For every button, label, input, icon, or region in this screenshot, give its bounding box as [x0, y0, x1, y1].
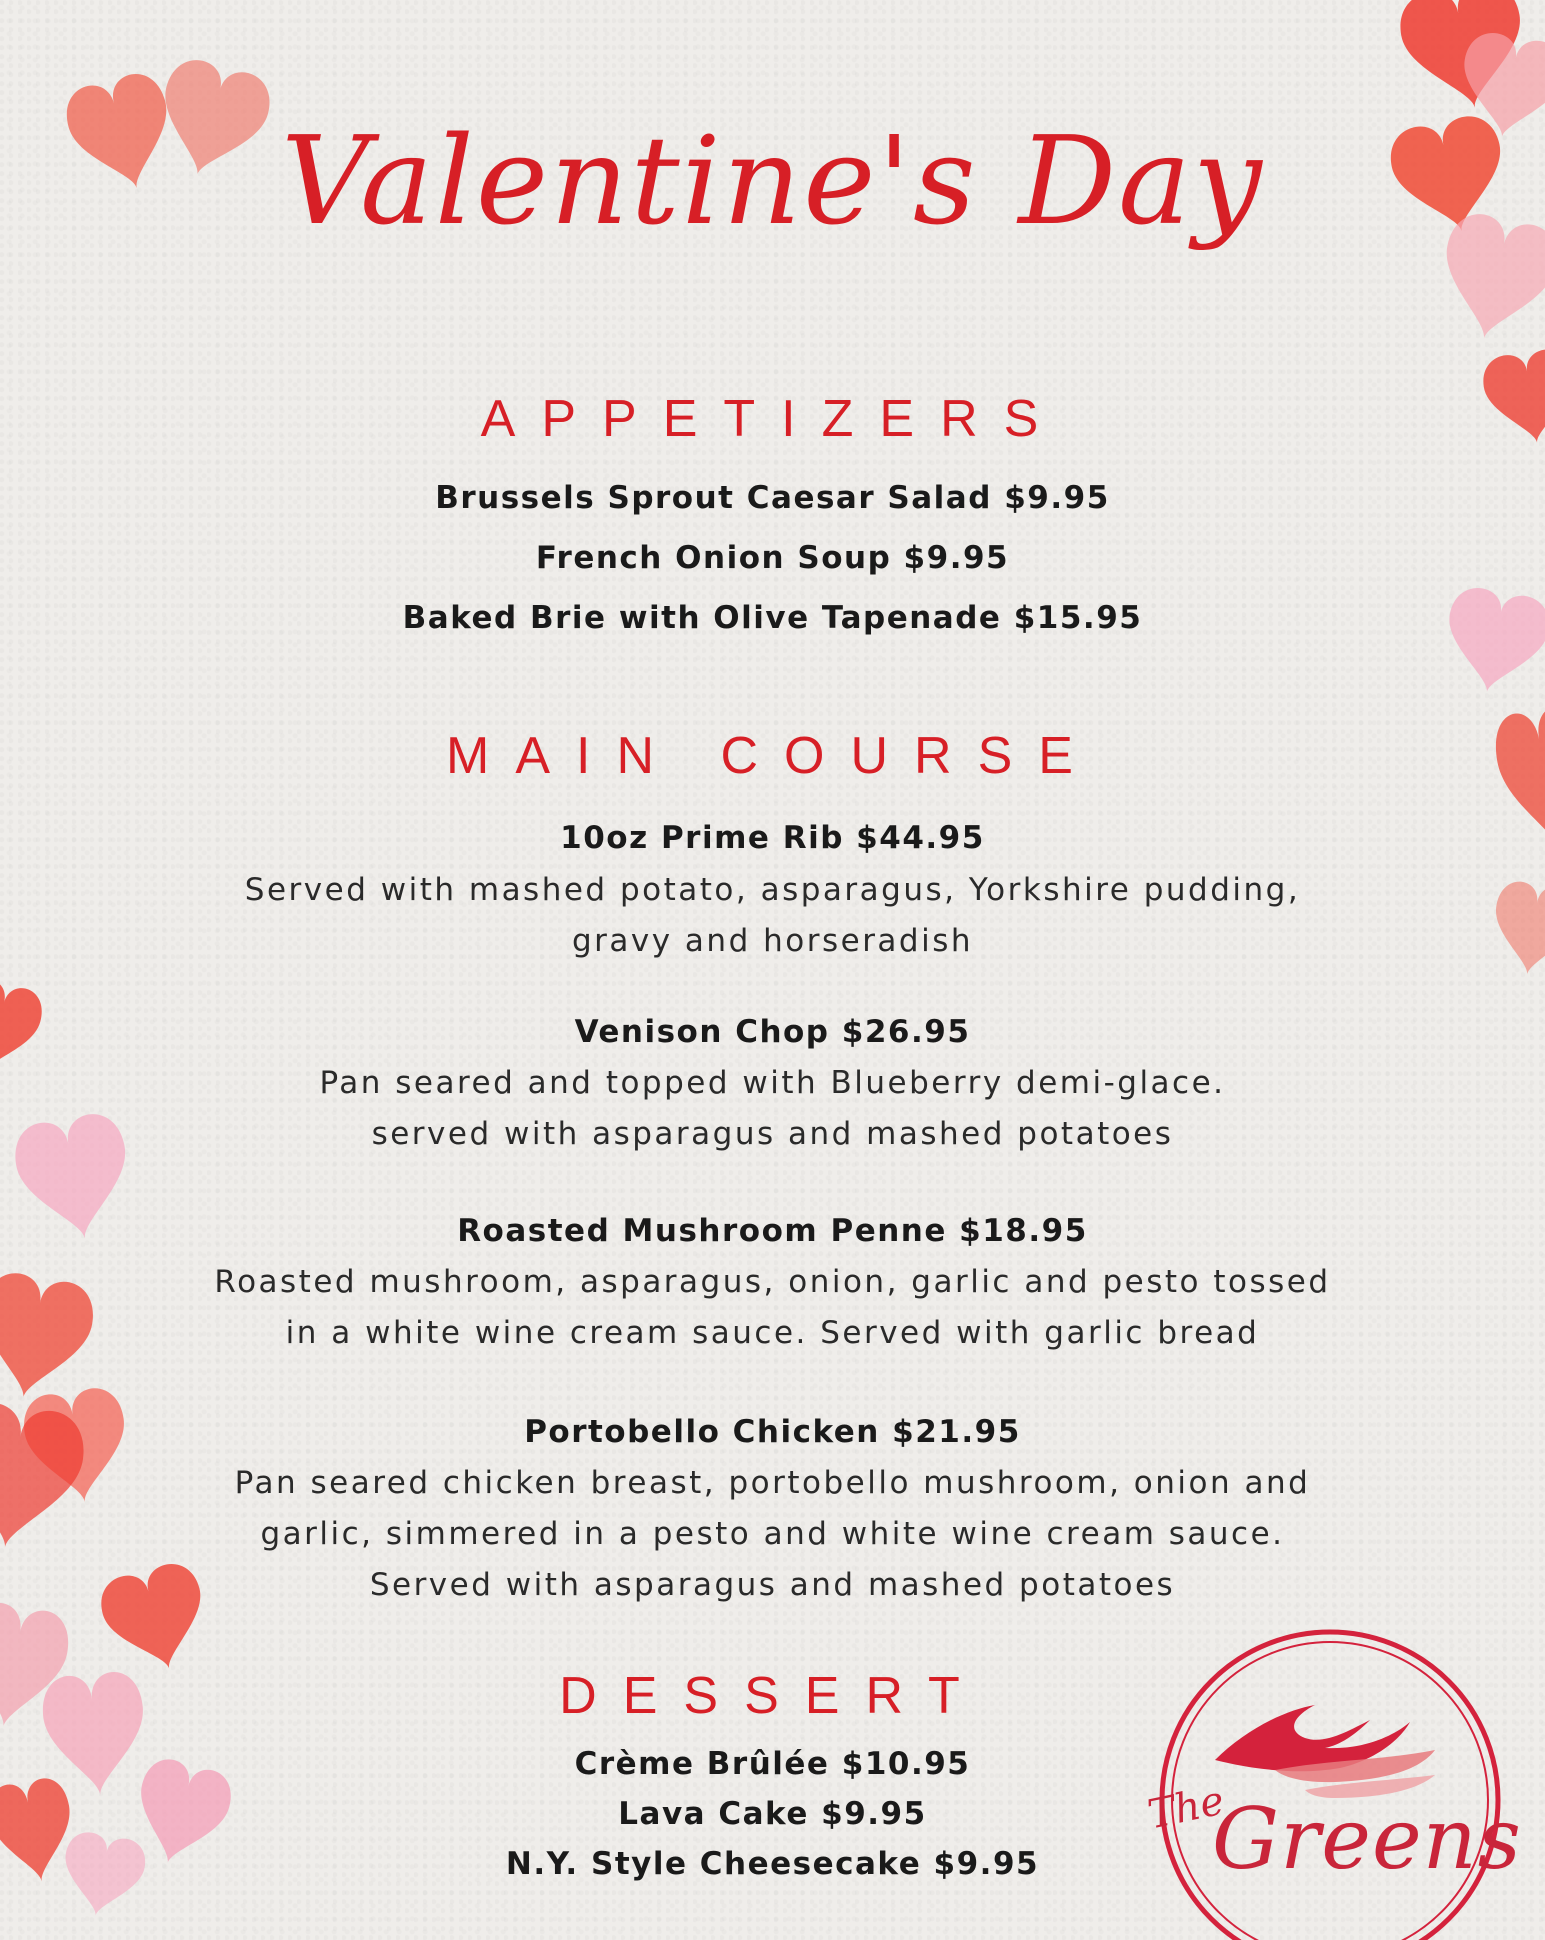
appetizer-item: French Onion Soup $9.95: [535, 540, 1010, 576]
main-item-desc: Served with mashed potato, asparagus, Yorkshire pudding,: [244, 872, 1301, 908]
appetizer-item: Baked Brie with Olive Tapenade $15.95: [402, 600, 1143, 636]
main-item-desc: served with asparagus and mashed potatoes: [371, 1116, 1174, 1152]
main-item-desc: Pan seared chicken breast, portobello mushroom, onion and: [234, 1465, 1311, 1501]
main-item-desc: Roasted mushroom, asparagus, onion, garlic and pesto tossed: [214, 1264, 1331, 1300]
main-course-heading: MAIN COURSE: [446, 727, 1099, 785]
main-item-name: 10oz Prime Rib $44.95: [560, 820, 985, 856]
logo-the-text: The: [1144, 1777, 1229, 1839]
main-item-desc: Served with asparagus and mashed potatoes: [369, 1567, 1176, 1603]
main-item-name: Venison Chop $26.95: [574, 1014, 971, 1050]
dessert-item: Crème Brûlée $10.95: [574, 1746, 971, 1782]
main-item-name: Roasted Mushroom Penne $18.95: [457, 1213, 1088, 1249]
main-item-desc: Pan seared and topped with Blueberry demi-glace.: [319, 1065, 1226, 1101]
appetizer-item: Brussels Sprout Caesar Salad $9.95: [435, 480, 1110, 516]
main-item-desc: in a white wine cream sauce. Served with garlic bread: [285, 1315, 1260, 1351]
main-item-desc: gravy and horseradish: [571, 923, 974, 959]
the-greens-logo: [1135, 1610, 1515, 1940]
main-item-name: Portobello Chicken $21.95: [524, 1414, 1021, 1450]
main-item-desc: garlic, simmered in a pesto and white wine cream sauce.: [260, 1516, 1285, 1552]
dessert-heading: DESSERT: [559, 1667, 986, 1725]
menu-title: Valentine's Day: [281, 110, 1264, 252]
dessert-item: Lava Cake $9.95: [618, 1796, 927, 1832]
appetizers-heading: APPETIZERS: [480, 390, 1065, 448]
dessert-item: N.Y. Style Cheesecake $9.95: [505, 1846, 1040, 1882]
logo-name-text: Greens: [1212, 1790, 1522, 1888]
